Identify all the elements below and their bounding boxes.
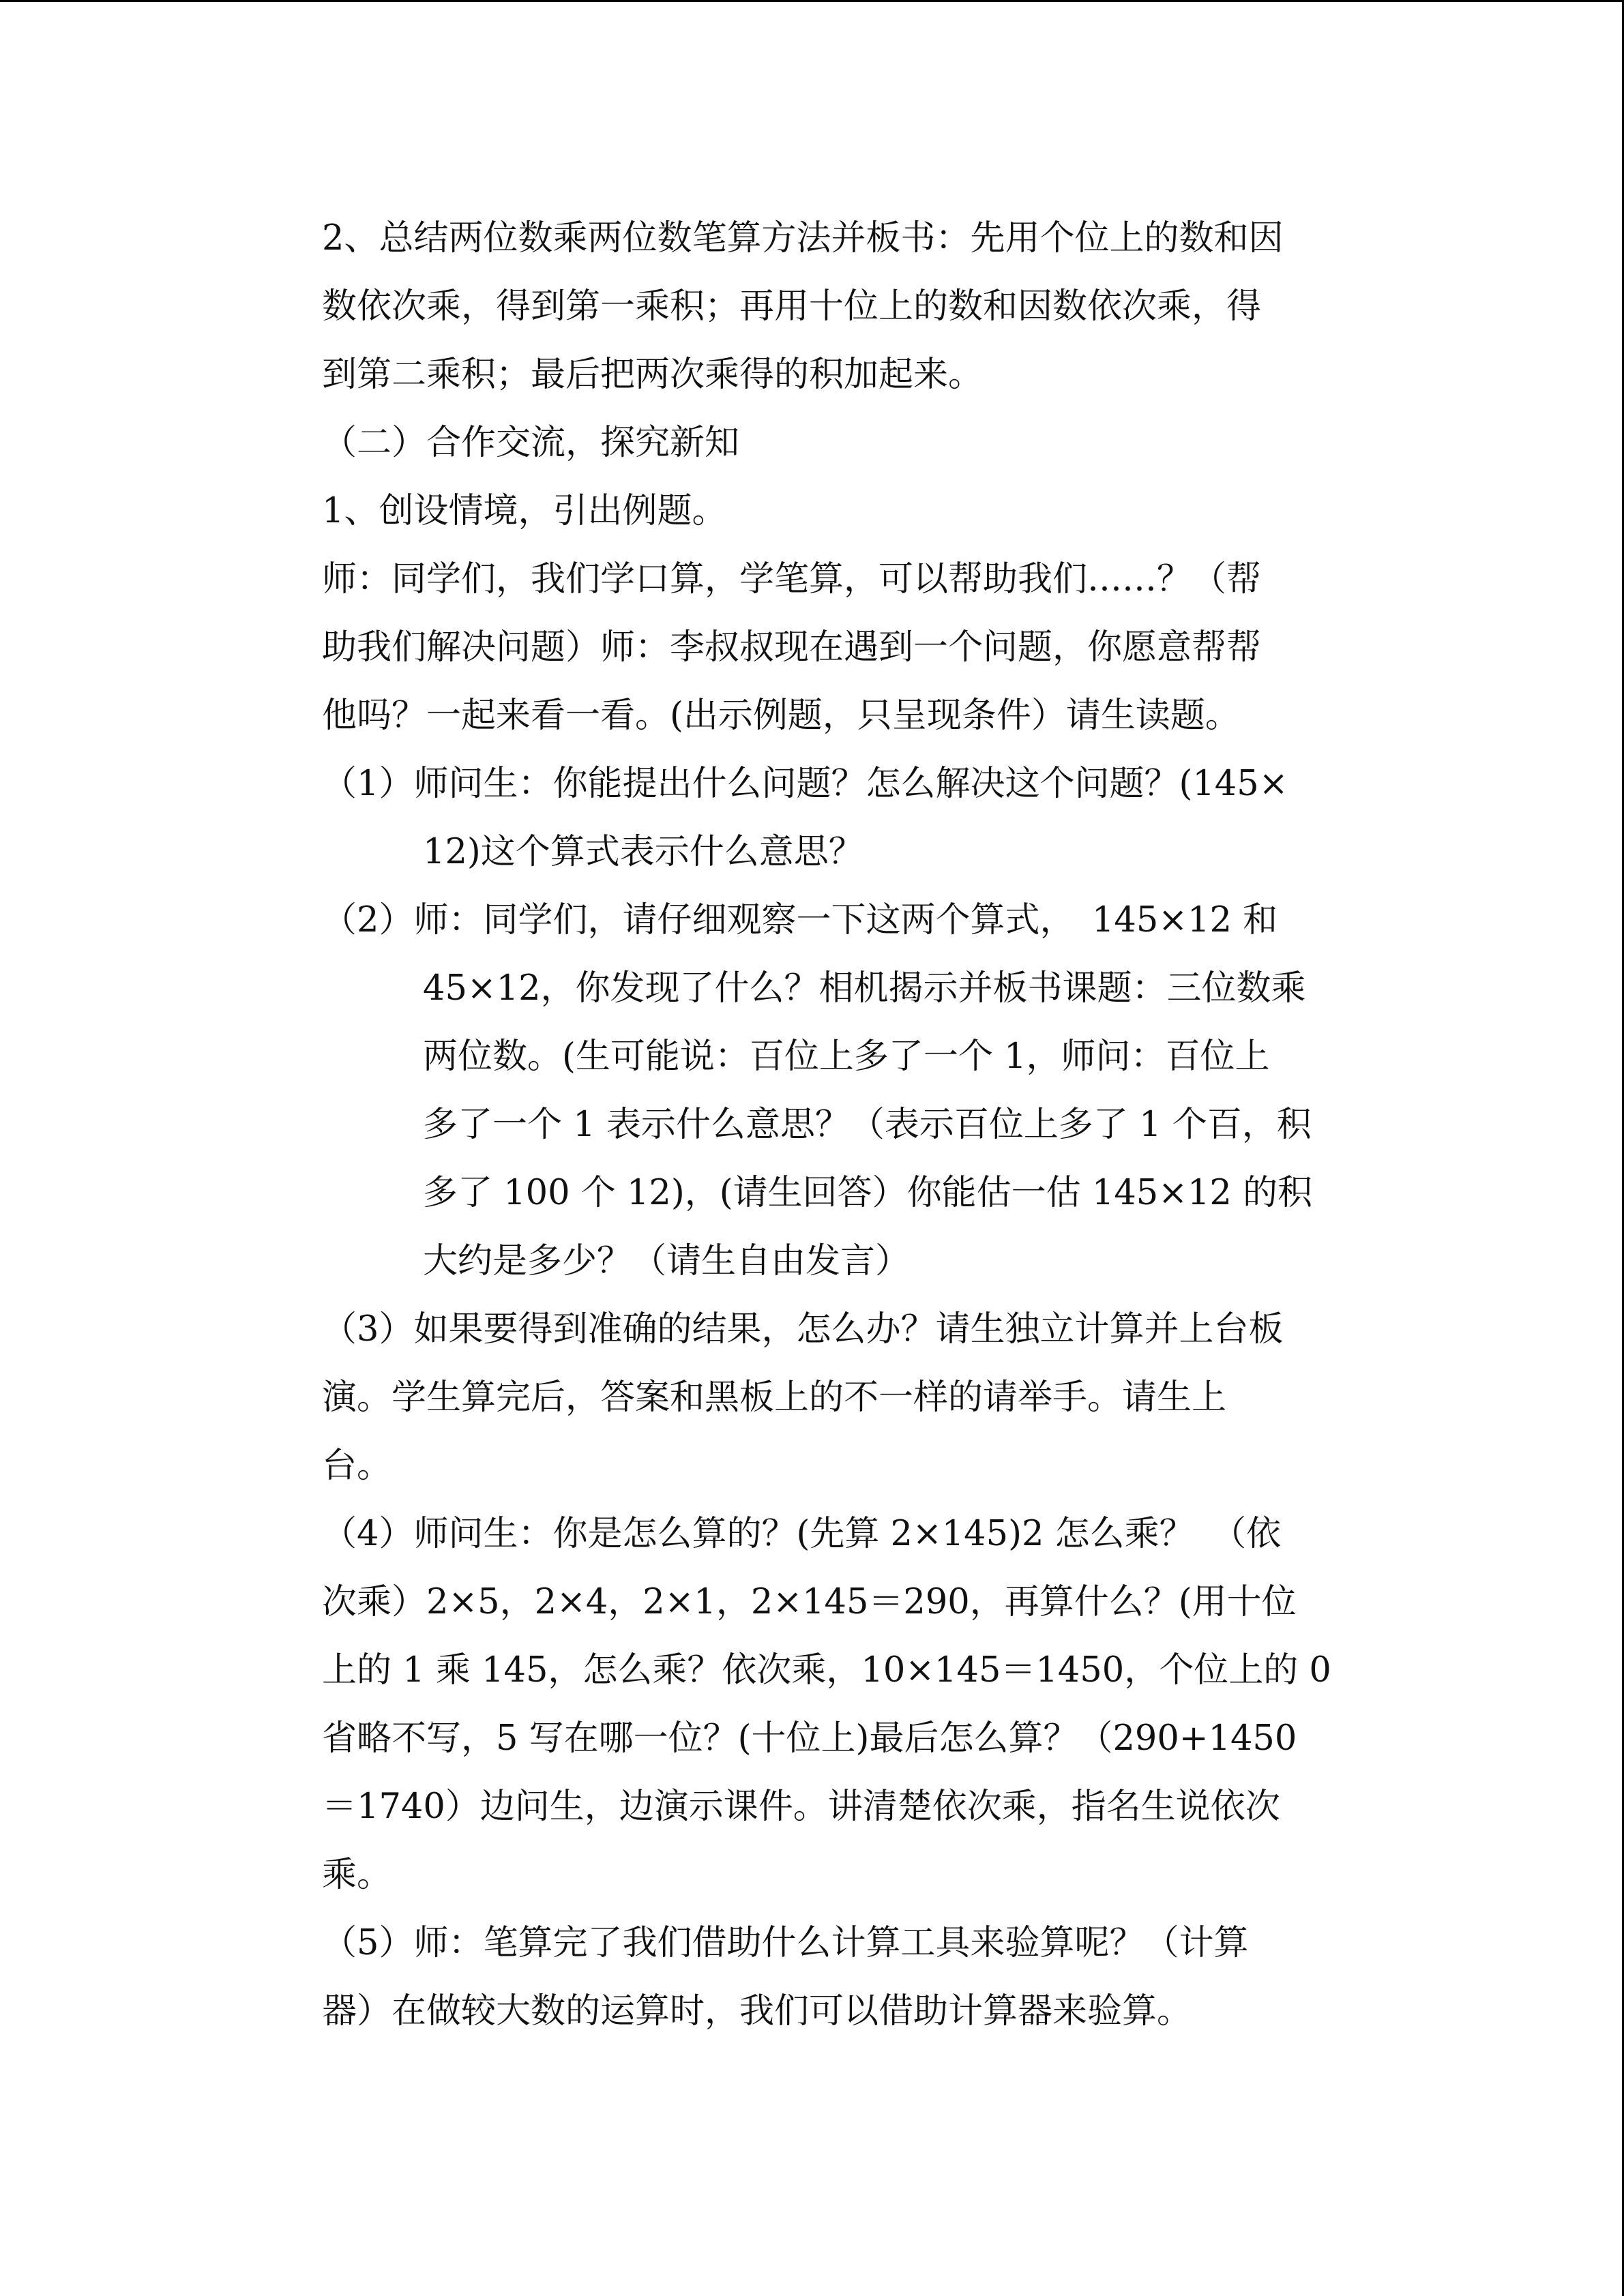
text-line: 省略不写，5 写在哪一位？(十位上)最后怎么算？（290+1450 [322,1718,1297,1759]
text-line: 到第二乘积；最后把两次乘得的积加起来。 [322,355,984,395]
text-line: 多了 100 个 12)，(请生回答）你能估一估 145×12 的积 [423,1173,1313,1213]
text-line: （5）师：笔算完了我们借助什么计算工具来验算呢？（计算 [322,1923,1249,1963]
text-line: 演。学生算完后，答案和黑板上的不一样的请举手。请生上 [322,1377,1227,1418]
text-line: 1、创设情境，引出例题。 [322,491,727,531]
text-line: （4）师问生：你是怎么算的？(先算 2×145)2 怎么乘？ （依 [322,1514,1282,1554]
text-line: 2、总结两位数乘两位数笔算方法并板书：先用个位上的数和因 [322,218,1284,258]
text-line: 师：同学们，我们学口算，学笔算，可以帮助我们……？（帮 [322,559,1262,599]
text-line: （1）师问生：你能提出什么问题？怎么解决这个问题？(145× [322,764,1288,804]
text-line: 45×12，你发现了什么？相机揭示并板书课题：三位数乘 [423,968,1306,1009]
text-line: 多了一个 1 表示什么意思？（表示百位上多了 1 个百，积 [423,1105,1312,1145]
text-line: 乘。 [322,1855,392,1895]
text-line: 上的 1 乘 145，怎么乘？依次乘，10×145＝1450，个位上的 0 [322,1650,1331,1690]
text-line: 12)这个算式表示什么意思？ [423,832,863,872]
text-line: （二）合作交流，探究新知 [322,423,740,463]
text-line: 他吗？一起来看一看。(出示例题，只呈现条件）请生读题。 [322,696,1240,736]
text-line: 数依次乘，得到第一乘积；再用十位上的数和因数依次乘，得 [322,286,1262,327]
text-line: ＝1740）边问生，边演示课件。讲清楚依次乘，指名生说依次 [322,1787,1280,1827]
text-line: 次乘）2×5，2×4，2×1，2×145＝290，再算什么？(用十位 [322,1582,1297,1622]
text-line: 台。 [322,1446,392,1486]
text-line: 器）在做较大数的运算时，我们可以借助计算器来验算。 [322,1991,1192,2031]
text-line: （3）如果要得到准确的结果，怎么办？请生独立计算并上台板 [322,1309,1284,1350]
text-line: 大约是多少？（请生自由发言） [423,1241,911,1281]
text-line: 助我们解决问题）师：李叔叔现在遇到一个问题，你愿意帮帮 [322,627,1262,668]
text-line: 两位数。(生可能说：百位上多了一个 1，师问：百位上 [423,1037,1270,1077]
text-line: （2）师：同学们，请仔细观察一下这两个算式， 145×12 和 [322,900,1278,940]
document-body [322,205,1386,2046]
top-border-rule [0,0,1624,2]
